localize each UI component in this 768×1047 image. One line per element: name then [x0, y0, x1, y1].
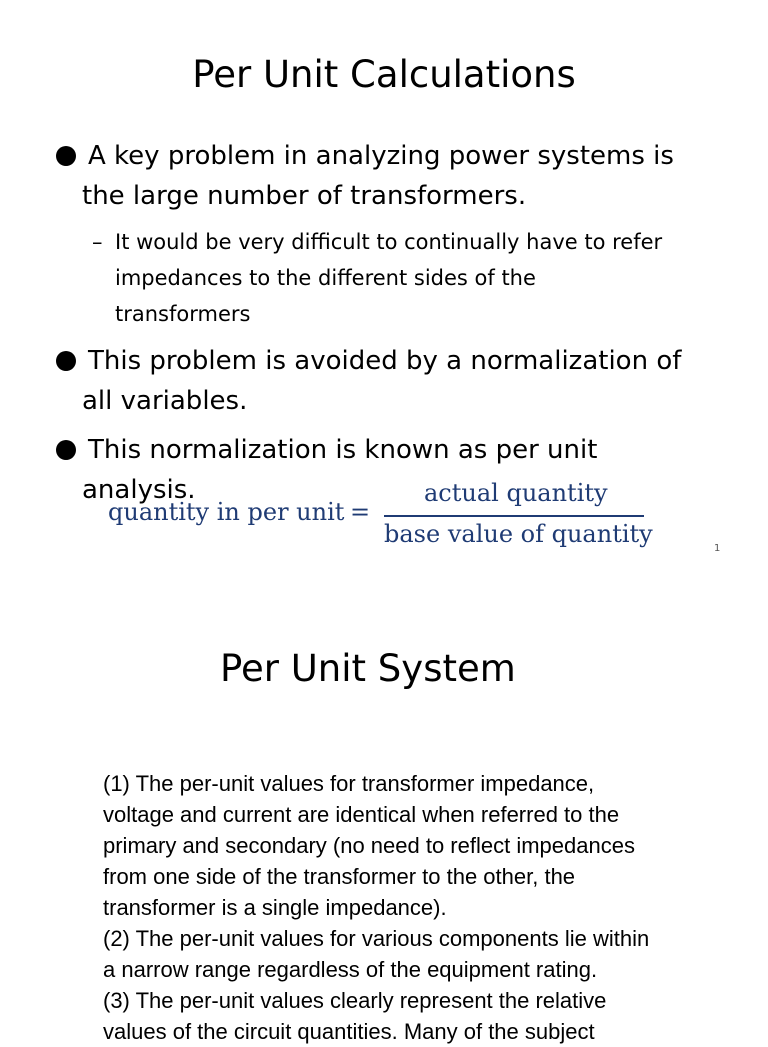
bullet-normalization — [54, 341, 754, 421]
slide-per-unit-system — [0, 580, 768, 1044]
paragraph-line: transformer is a single impedance). — [103, 895, 447, 920]
bullet-line: This problem is avoided by a normalization of — [88, 346, 682, 376]
formula-equals: = — [350, 498, 371, 526]
bullet-dot-icon — [56, 146, 76, 166]
paragraph-line: voltage and current are identical when referred to the — [103, 802, 620, 827]
paragraph-line: values of the circuit quantities. Many of the subject — [103, 1019, 595, 1044]
slide-title: Per Unit System — [220, 647, 516, 690]
formula-lhs: quantity in per unit — [108, 498, 345, 526]
paragraph-line: primary and secondary (no need to reflect impedances — [103, 833, 635, 858]
formula-numerator: actual quantity — [424, 479, 608, 507]
sub-bullet-line: transformers — [115, 302, 251, 326]
page-number: 1 — [714, 543, 721, 554]
advantages-paragraph — [103, 768, 753, 1047]
slide-title: Per Unit Calculations — [192, 53, 576, 96]
bullet-line: This normalization is known as per unit — [88, 435, 598, 465]
bullet-line: A key problem in analyzing power systems is — [88, 141, 674, 171]
per-unit-formula — [108, 476, 668, 556]
bullet-dot-icon — [56, 440, 76, 460]
sub-bullet-line: It would be very difficult to continually have to refer — [115, 230, 663, 254]
bullet-line: analysis. — [82, 475, 196, 505]
paragraph-line: (3) The per-unit values clearly represent the relative — [103, 988, 607, 1013]
bullet-key-problem — [54, 136, 754, 216]
sub-bullet-line: impedances to the different sides of the — [115, 266, 536, 290]
dash-marker: – — [92, 230, 103, 254]
formula-denominator: base value of quantity — [384, 520, 653, 548]
sub-bullet-refer-impedances — [92, 224, 762, 332]
fraction-bar — [384, 515, 644, 517]
paragraph-line: a narrow range regardless of the equipment rating. — [103, 957, 598, 982]
bullet-dot-icon — [56, 351, 76, 371]
paragraph-line: from one side of the transformer to the other, the — [103, 864, 576, 889]
paragraph-line: (1) The per-unit values for transformer impedance, — [103, 771, 595, 796]
bullet-line: all variables. — [82, 386, 248, 416]
bullet-line: the large number of transformers. — [82, 181, 527, 211]
paragraph-line: (2) The per-unit values for various components lie within — [103, 926, 650, 951]
